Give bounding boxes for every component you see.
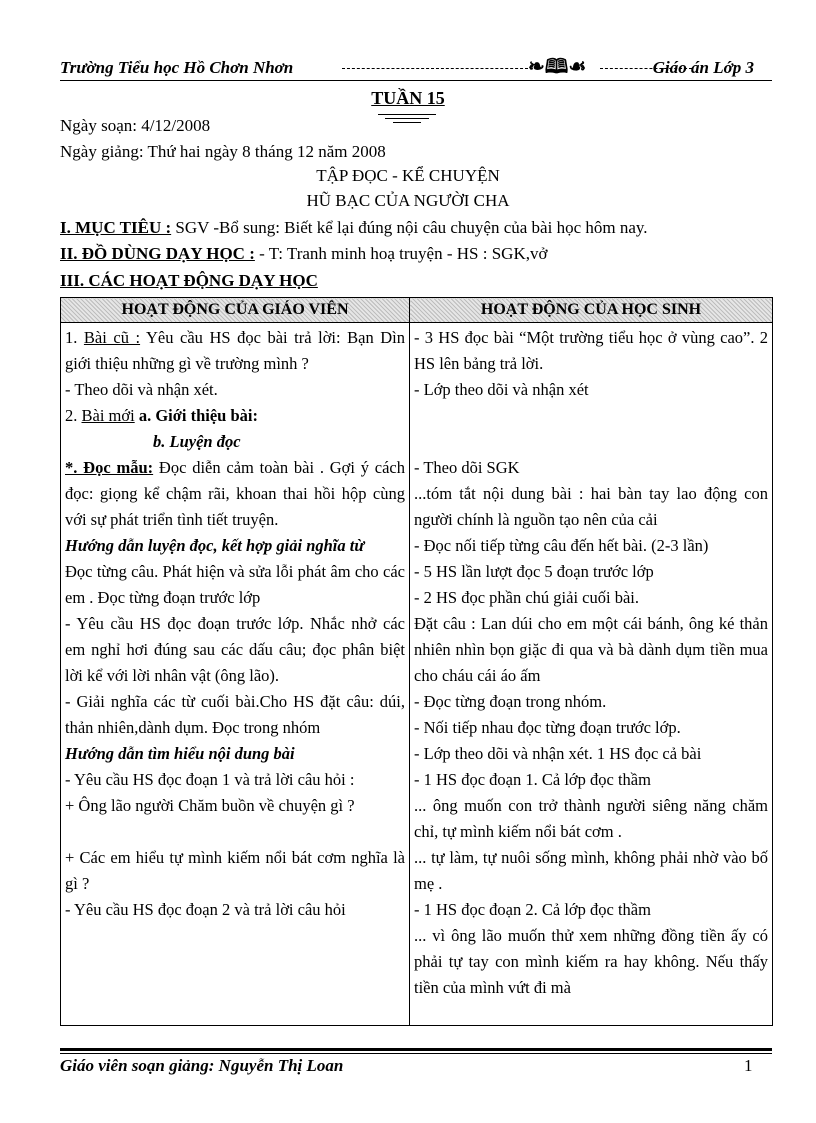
student-spacer bbox=[414, 403, 768, 455]
student-item: - 5 HS lần lượt đọc 5 đoạn trước lớp bbox=[414, 562, 654, 581]
teacher-column-header: HOẠT ĐỘNG CỦA GIÁO VIÊN bbox=[61, 298, 410, 323]
student-item: - Nối tiếp nhau đọc từng đoạn trước lớp. bbox=[414, 718, 681, 737]
student-item: - 3 HS đọc bài “Một trường tiểu học ở vùng cao”. 2 HS lên bảng trả lời. bbox=[414, 328, 768, 373]
teacher-activities bbox=[61, 323, 410, 1026]
student-item: ... vì ông lão muốn thử xem những đồng tiền ấy có phải tự tay con mình kiếm ra hay không. Nếu thấy tiền của mình vứt đi mà bbox=[414, 926, 768, 997]
school-name: Trường Tiểu học Hồ Chơn Nhơn bbox=[60, 58, 294, 77]
activities-table bbox=[60, 297, 773, 1026]
student-item: - Lớp theo dõi và nhận xét bbox=[414, 380, 589, 399]
student-item: - Đọc từng đoạn trong nhóm. bbox=[414, 692, 607, 711]
student-item: - Theo dõi SGK bbox=[414, 458, 520, 477]
objectives-section bbox=[60, 218, 648, 238]
teacher-spacer bbox=[65, 819, 405, 845]
student-item: Đặt câu : Lan dúi cho em một cái bánh, ông ké thản nhiên nhìn bọn giặc đi qua và bà dành dụm tiền mua cho cháu cái áo ấm bbox=[414, 614, 768, 685]
teacher-item: - Yêu cầu HS đọc đoạn trước lớp. Nhắc nhở các em nghỉ hơi đúng sau các dấu câu; đọc phân biệt lời kể với lời nhân vật (ông lão). bbox=[65, 614, 405, 685]
objectives-label: I. MỤC TIÊU : bbox=[60, 218, 172, 237]
materials-text: - T: Tranh minh hoạ truyện - HS : SGK,vở bbox=[254, 244, 548, 263]
footer-rule-thick bbox=[60, 1048, 772, 1051]
teach-date: Ngày giảng: Thứ hai ngày 8 tháng 12 năm 2008 bbox=[60, 142, 386, 161]
objectives-text: SGV -Bổ sung: Biết kể lại đúng nội câu chuyện của bài học hôm nay. bbox=[171, 218, 648, 237]
prep-date: Ngày soạn: 4/12/2008 bbox=[60, 116, 211, 135]
teacher-item: - Yêu cầu HS đọc đoạn 1 và trả lời câu hỏi : bbox=[65, 770, 355, 789]
teacher-item: Đọc từng câu. Phát hiện và sửa lỗi phát âm cho các em . Đọc từng đoạn trước lớp bbox=[65, 562, 405, 607]
teacher-item: *. Đọc mẫu: Đọc diễn cảm toàn bài . Gợi ý cách đọc: giọng kể chậm rãi, khoan thai hồi hộp cùng với sự phát triển tình tiết truyện. bbox=[65, 458, 406, 529]
subject-title: TẬP ĐỌC - KỂ CHUYỆN bbox=[316, 166, 500, 185]
student-item: ...tóm tắt nội dung bài : hai bàn tay lao động con người chính là nguồn tạo nên của cải bbox=[414, 484, 768, 529]
teacher-item: - Giải nghĩa các từ cuối bài.Cho HS đặt câu: dúi, thản nhiên,dành dụm. Đọc trong nhóm bbox=[65, 692, 405, 737]
activities-label: III. CÁC HOẠT ĐỘNG DẠY HỌC bbox=[60, 271, 318, 290]
teacher-item: + Ông lão người Chăm buồn về chuyện gì ? bbox=[65, 796, 355, 815]
page-header bbox=[60, 58, 760, 80]
week-title: TUẦN 15 bbox=[371, 88, 445, 108]
teacher-item: 2. Bài mới a. Giới thiệu bài: bbox=[65, 406, 258, 425]
teacher-item: - Yêu cầu HS đọc đoạn 2 và trả lời câu hỏi bbox=[65, 900, 346, 919]
materials-label: II. ĐỒ DÙNG DẠY HỌC : bbox=[60, 244, 255, 263]
teacher-item: Hướng dẫn luyện đọc, kết hợp giải nghĩa từ bbox=[65, 536, 365, 555]
week-underline-3 bbox=[393, 122, 421, 123]
teacher-item: + Các em hiểu tự mình kiếm nổi bát cơm nghĩa là gì ? bbox=[65, 848, 405, 893]
lesson-title: HŨ BẠC CỦA NGƯỜI CHA bbox=[306, 191, 510, 210]
student-item: - 2 HS đọc phần chú giải cuối bài. bbox=[414, 588, 639, 607]
student-item: - Đọc nối tiếp từng câu đến hết bài. (2-3 lần) bbox=[414, 536, 709, 555]
student-item: ... ông muốn con trở thành người siêng năng chăm chỉ, tự mình kiếm nổi bát cơm . bbox=[414, 796, 768, 841]
student-item: - 1 HS đọc đoạn 1. Cả lớp đọc thầm bbox=[414, 770, 651, 789]
page-number: 1 bbox=[744, 1056, 753, 1075]
header-rule bbox=[60, 80, 772, 81]
ornament-icon: ❧🕮☙ bbox=[528, 56, 587, 78]
teacher-item: - Theo dõi và nhận xét. bbox=[65, 380, 218, 399]
materials-section bbox=[60, 244, 547, 264]
table-header-row bbox=[61, 298, 773, 323]
plan-label: Giáo án Lớp 3 bbox=[652, 58, 754, 77]
teacher-item: Hướng dẫn tìm hiểu nội dung bài bbox=[65, 744, 295, 763]
student-item: - 1 HS đọc đoạn 2. Cả lớp đọc thầm bbox=[414, 900, 651, 919]
week-underline-1 bbox=[378, 114, 436, 115]
table-row bbox=[61, 323, 773, 1026]
week-underline-2 bbox=[385, 118, 429, 119]
student-activities bbox=[410, 323, 773, 1026]
teacher-item: b. Luyện đọc bbox=[153, 432, 241, 451]
footer-rule-thin bbox=[60, 1053, 772, 1054]
student-item: - Lớp theo dõi và nhận xét. 1 HS đọc cả bài bbox=[414, 744, 702, 763]
teacher-item: 1. Bài cũ : Yêu cầu HS đọc bài trả lời: Bạn Dìn giới thiệu những gì về trường mình ? bbox=[65, 328, 405, 373]
student-column-header: HOẠT ĐỘNG CỦA HỌC SINH bbox=[410, 298, 773, 323]
student-item: ... tự làm, tự nuôi sống mình, không phải nhờ vào bố mẹ . bbox=[414, 848, 768, 893]
header-dash-left bbox=[342, 68, 528, 69]
activities-section bbox=[60, 271, 318, 291]
footer-author: Giáo viên soạn giảng: Nguyễn Thị Loan bbox=[60, 1056, 344, 1075]
